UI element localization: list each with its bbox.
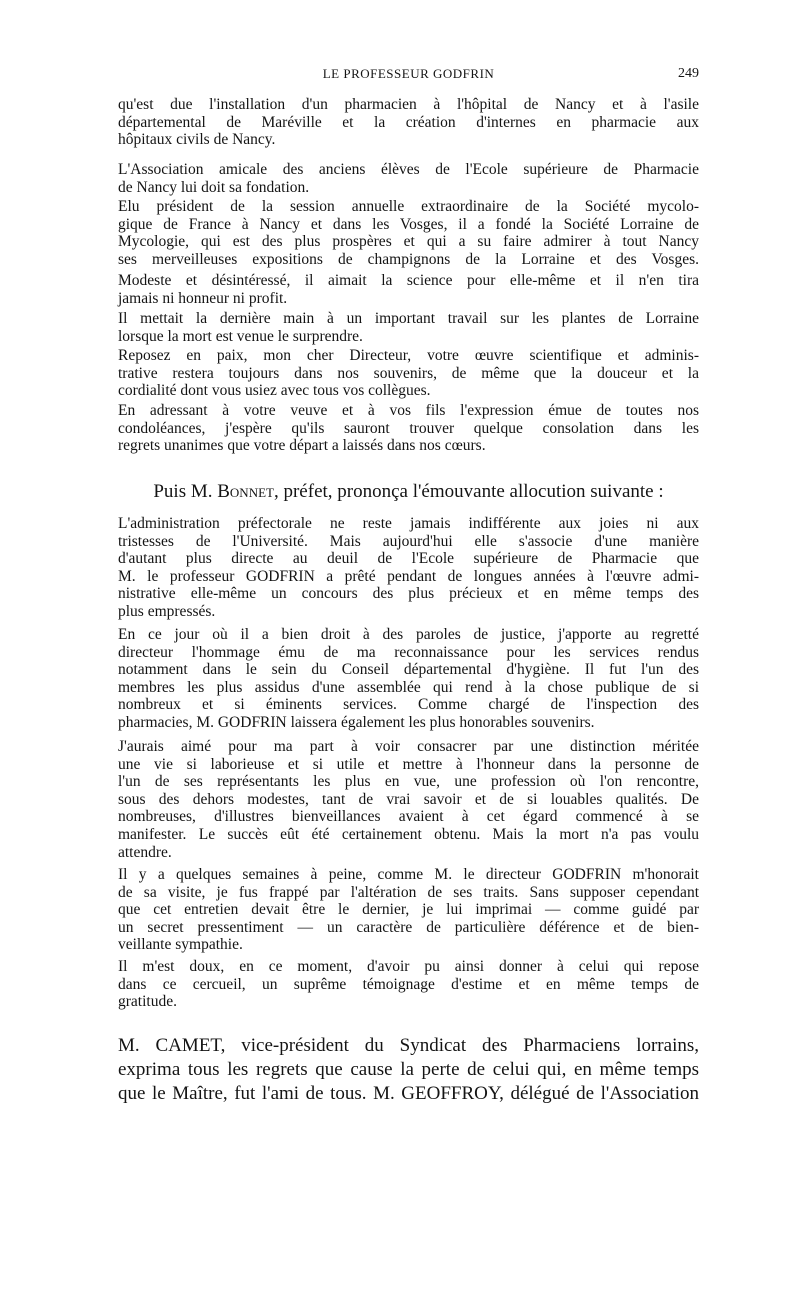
- text-line: un secret pressentiment — un caractère de particulière déférence et de bien-: [118, 918, 699, 936]
- text-line: J'aurais aimé pour ma part à voir consacrer par une distinction méritée: [118, 738, 699, 755]
- intro-before: Puis M.: [153, 481, 218, 502]
- text-line: Il m'est doux, en ce moment, d'avoir pu ainsi donner à celui qui repose: [118, 958, 699, 975]
- text-line: M. CAMET, vice-président du Syndicat des Pharmaciens lorrains,: [118, 1035, 699, 1056]
- speech-paragraph-2: [118, 626, 699, 732]
- text-line: condoléances, j'espère qu'ils sauront trouver quelque consolation dans les: [118, 419, 699, 437]
- text-line: Il y a quelques semaines à peine, comme M. le directeur GODFRIN m'honorait: [118, 866, 699, 883]
- text-line: Mycologie, qui est des plus prospères et qui a su faire admirer à tout Nancy: [118, 233, 699, 251]
- text-line: qu'est due l'installation d'un pharmacien à l'hôpital de Nancy et à l'asile: [118, 96, 699, 113]
- text-line: sous des dehors modestes, tant de vrai savoir et de si louables qualités. De: [118, 790, 699, 808]
- text-line: Reposez en paix, mon cher Directeur, votre œuvre scientifique et adminis-: [118, 347, 699, 364]
- paragraph-2: [118, 161, 699, 196]
- text-line: plus empressés.: [118, 602, 216, 620]
- text-line: nombreuses, d'illustres bienveillances avaient à cet égard commencé à se: [118, 808, 699, 826]
- paragraph-3: [118, 198, 699, 268]
- paragraph-1: [118, 96, 699, 149]
- text-line: Elu président de la session annuelle extraordinaire de la Société mycolo-: [118, 198, 699, 215]
- text-line: hôpitaux civils de Nancy.: [118, 131, 276, 149]
- text-line: Il mettait la dernière main à un important travail sur les plantes de Lorraine: [118, 310, 699, 327]
- text-line: de sa visite, je fus frappé par l'altération de ses traits. Sans supposer cependant: [118, 883, 699, 901]
- text-line: notamment dans le sein du Conseil départemental d'hygiène. Il fut l'un des: [118, 661, 699, 679]
- text-line: pharmacies, M. GODFRIN laissera également les plus honorables souvenirs.: [118, 713, 595, 731]
- text-line: que cet entretien devait être le dernier, je lui imprimai — comme guidé par: [118, 901, 699, 919]
- text-line: En adressant à votre veuve et à vos fils l'expression émue de toutes nos: [118, 402, 699, 419]
- text-line: manifester. Le succès eût été certainement obtenu. Mais la mort n'a pas voulu: [118, 825, 699, 843]
- speech-intro: [118, 480, 699, 504]
- text-line: d'autant plus directe au deuil de l'Ecole supérieure de Pharmacie que: [118, 550, 699, 568]
- text-line: trative restera toujours dans nos souvenirs, de même que la douceur et la: [118, 364, 699, 382]
- text-line: M. le professeur GODFRIN a prêté pendant de longues années à l'œuvre admi-: [118, 567, 699, 585]
- text-line: une vie si laborieuse et si utile et mettre à l'honneur dans la personne de: [118, 755, 699, 773]
- speech-paragraph-1: [118, 515, 699, 621]
- text-line: Modeste et désintéressé, il aimait la science pour elle-même et il n'en tira: [118, 272, 699, 289]
- text-line: de Nancy lui doit sa fondation.: [118, 178, 310, 196]
- text-line: que le Maître, fut l'ami de tous. M. GEOFFROY, délégué de l'Association: [118, 1083, 699, 1104]
- page-number: 249: [678, 66, 699, 81]
- intro-after: , préfet, prononça l'émouvante allocution suivante :: [273, 481, 664, 502]
- page-header: [118, 66, 699, 88]
- text-line: jamais ni honneur ni profit.: [118, 289, 288, 307]
- paragraph-4: [118, 272, 699, 307]
- text-line: directeur l'hommage ému de ma reconnaissance pour les services rendus: [118, 643, 699, 661]
- text-line: membres les plus assidus d'une assemblée qui rend à la chose publique de si: [118, 678, 699, 696]
- text-line: dans ce cercueil, un suprême témoignage d'estime et en même temps de: [118, 975, 699, 993]
- speech-paragraph-4: [118, 866, 699, 954]
- text-line: l'un de ses représentants les plus en vue, une profession où l'on rencontre,: [118, 773, 699, 791]
- text-line: nistrative elle-même un concours des plus précieux et en même temps des: [118, 585, 699, 603]
- speech-paragraph-5: [118, 958, 699, 1011]
- text-line: nombreux et si éminents services. Comme chargé de l'inspection des: [118, 696, 699, 714]
- running-head: LE PROFESSEUR GODFRIN: [322, 66, 495, 81]
- paragraph-6: [118, 347, 699, 400]
- text-line: L'Association amicale des anciens élèves de l'Ecole supérieure de Pharmacie: [118, 161, 699, 178]
- text-line: exprima tous les regrets que cause la perte de celui qui, en même temps: [118, 1059, 699, 1080]
- text-line: attendre.: [118, 843, 172, 861]
- text-line: tristesses de l'Université. Mais aujourd'hui elle s'associe d'une manière: [118, 532, 699, 550]
- speaker-name: Bonnet: [217, 481, 274, 502]
- text-line: En ce jour où il a bien droit à des paroles de justice, j'apporte au regretté: [118, 626, 699, 643]
- paragraph-7: [118, 402, 699, 455]
- text-line: L'administration préfectorale ne reste jamais indifférente aux joies ni aux: [118, 515, 699, 532]
- text-line: gique de France à Nancy et dans les Vosges, il a fondé la Société Lorraine de: [118, 215, 699, 233]
- text-line: veillante sympathie.: [118, 936, 243, 954]
- text-line: ses merveilleuses expositions de champignons de la Lorraine et des Vosges.: [118, 250, 699, 268]
- text-line: regrets unanimes que votre départ a laissés dans nos cœurs.: [118, 437, 486, 455]
- speech-paragraph-3: [118, 738, 699, 861]
- text-line: départemental de Maréville et la création d'internes en pharmacie aux: [118, 113, 699, 131]
- paragraph-5: [118, 310, 699, 345]
- closing-paragraph: [118, 1034, 699, 1106]
- text-line: cordialité dont vous usiez avec tous vos collègues.: [118, 382, 431, 400]
- text-line: gratitude.: [118, 993, 177, 1011]
- text-line: lorsque la mort est venue le surprendre.: [118, 327, 363, 345]
